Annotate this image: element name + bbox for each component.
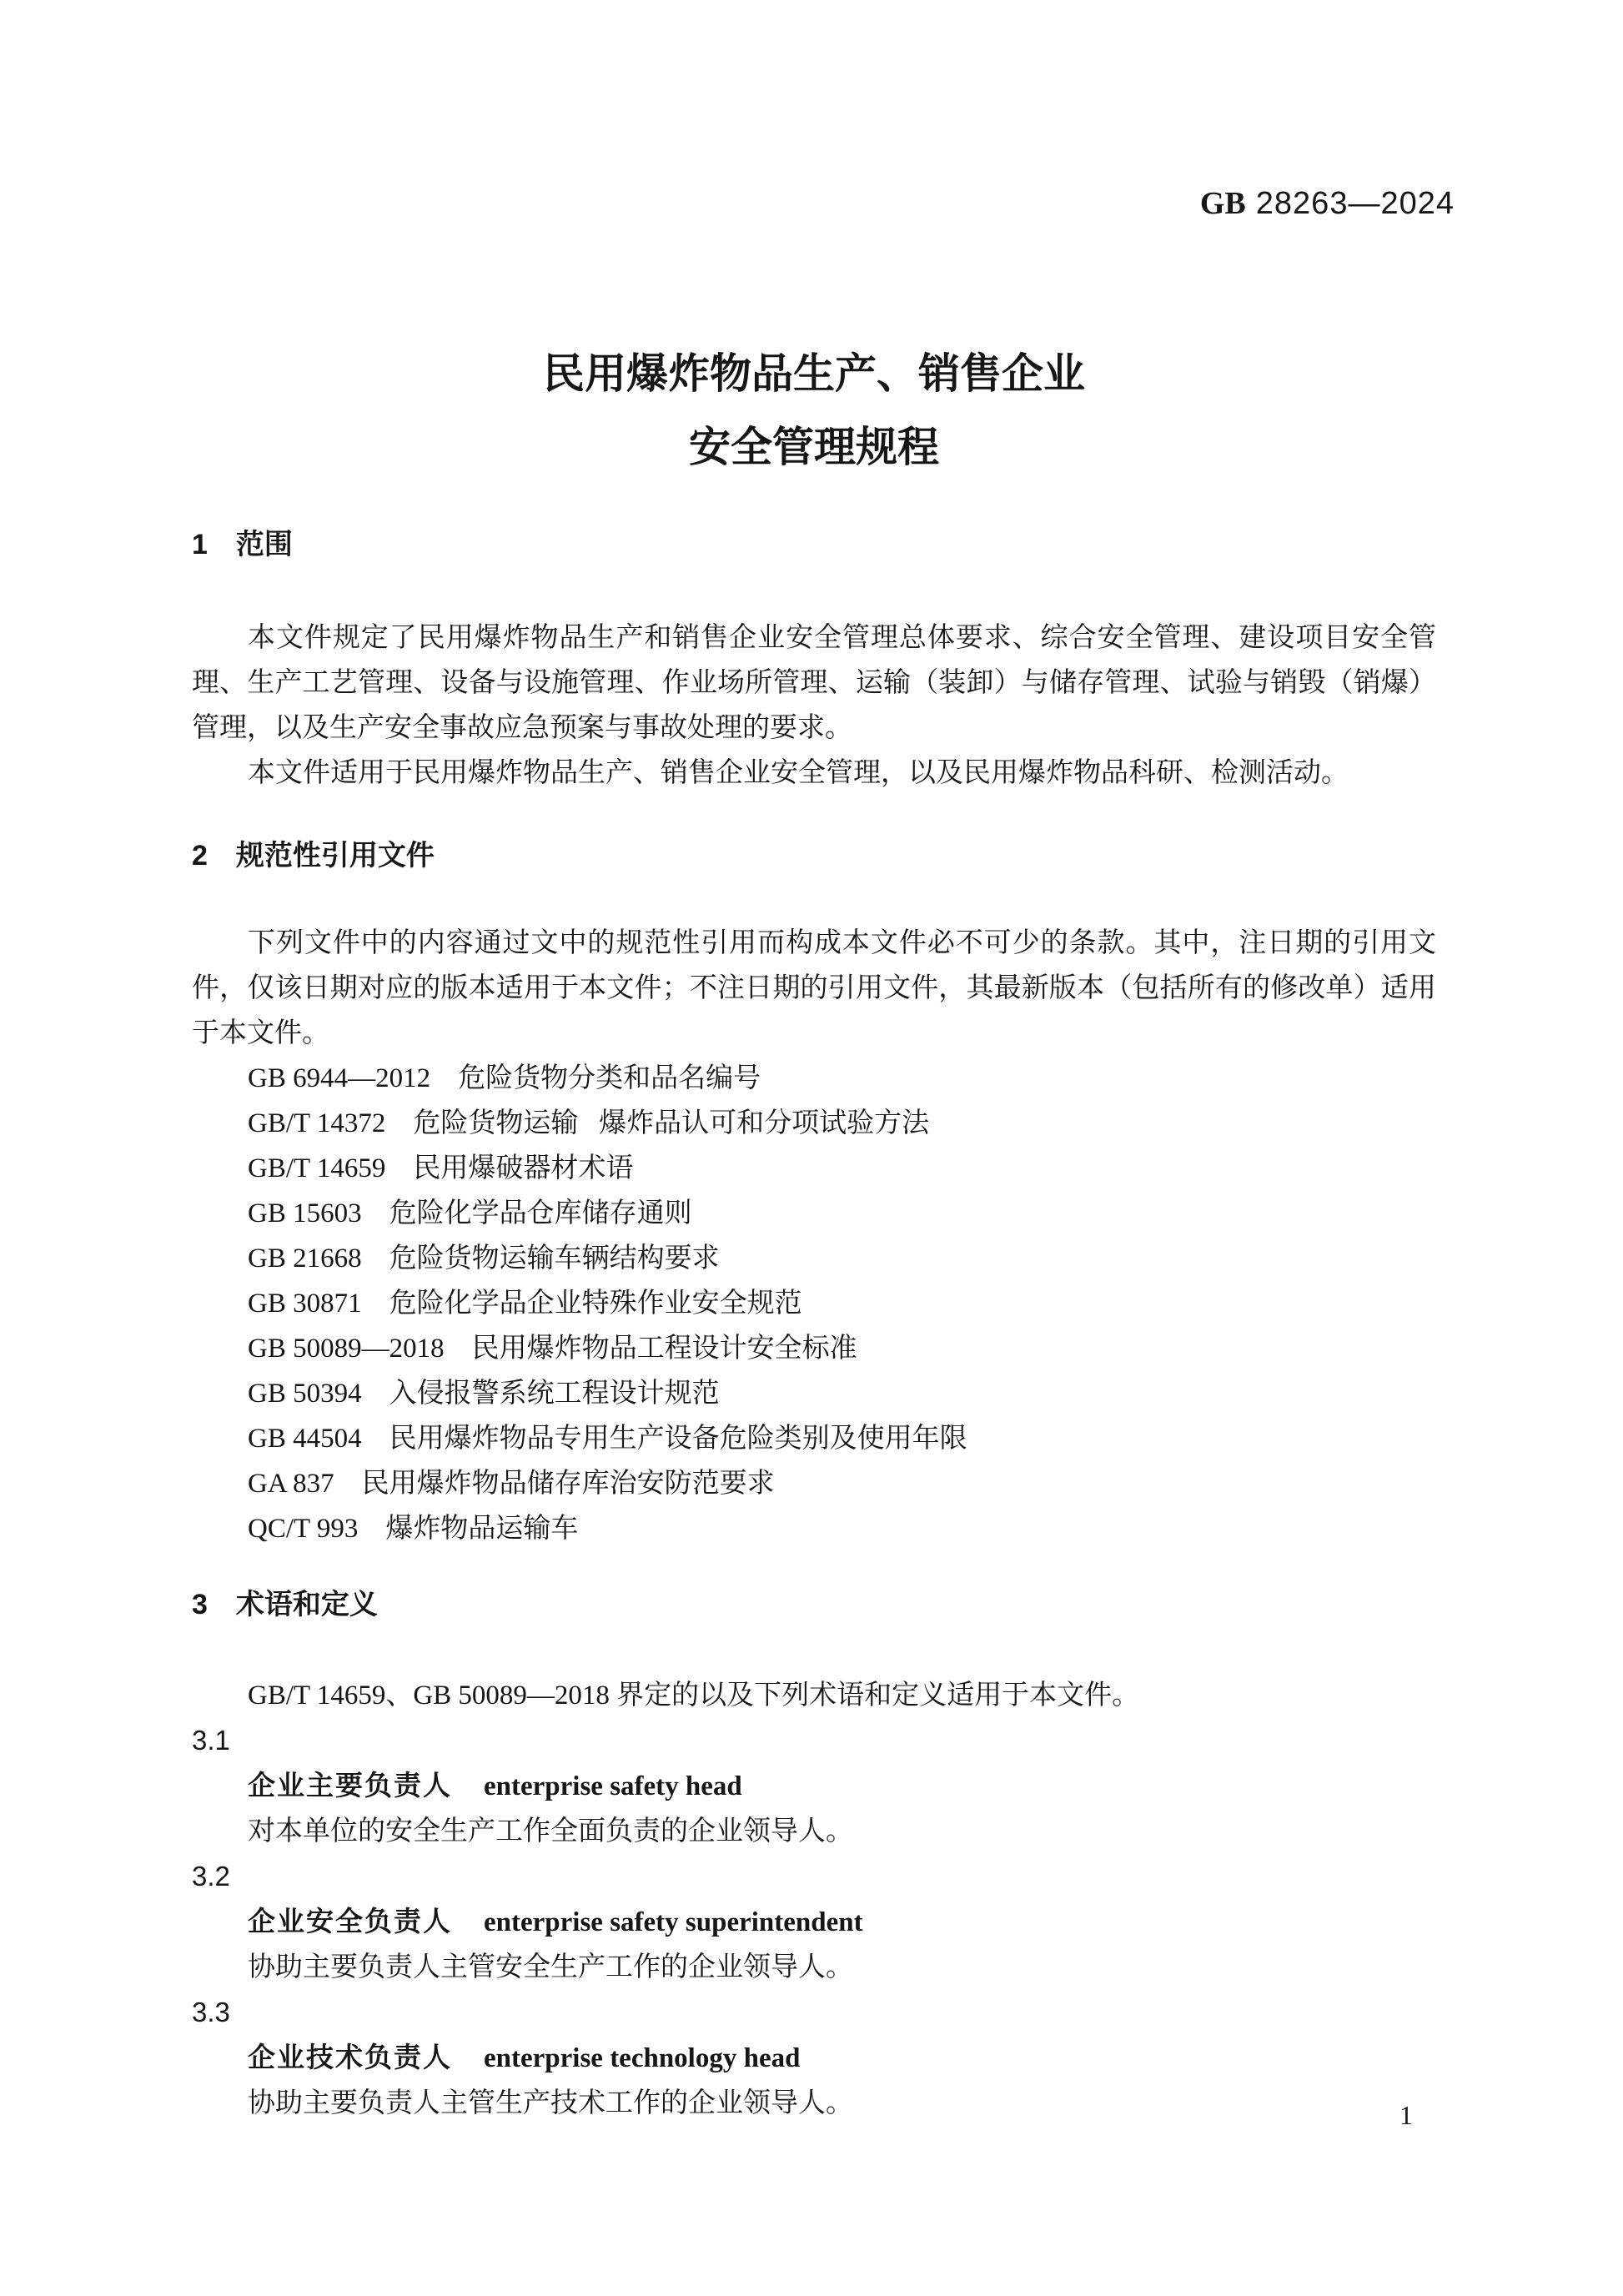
scope-paragraph-2: 本文件适用于民用爆炸物品生产、销售企业安全管理，以及民用爆炸物品科研、检测活动。	[248, 758, 1349, 788]
reference-item	[192, 1506, 1436, 1551]
section-3-number: 3	[192, 1589, 208, 1620]
section-3-title: 术语和定义	[235, 1589, 378, 1620]
reference-code: GB 15603	[248, 1198, 362, 1228]
section-3-heading	[192, 1582, 378, 1627]
reference-title: 民用爆炸物品储存库治安防范要求	[361, 1469, 775, 1499]
section-2-body	[192, 921, 1436, 1551]
reference-title: 危险化学品企业特殊作业安全规范	[389, 1289, 802, 1319]
term-name-zh: 企业主要负责人	[248, 1770, 452, 1801]
term-name-en: enterprise safety superintendent	[484, 1907, 863, 1937]
reference-item	[192, 1146, 1436, 1191]
term-definition: 协助主要负责人主管安全生产工作的企业领导人。	[248, 1952, 853, 1982]
terms-intro-paragraph: GB/T 14659、GB 50089—2018 界定的以及下列术语和定义适用于本文件。	[248, 1681, 1140, 1711]
reference-code: GB 30871	[248, 1289, 362, 1319]
page-number: 1	[1399, 2100, 1413, 2130]
section-1-body	[192, 615, 1436, 796]
term-name-zh: 企业安全负责人	[248, 1906, 452, 1937]
section-1-heading	[192, 522, 293, 567]
scope-paragraph-1: 本文件规定了民用爆炸物品生产和销售企业安全管理总体要求、综合安全管理、建设项目安全管理、生产工艺管理、设备与设施管理、作业场所管理、运输（装卸）与储存管理、试验与销毁（销爆）管理，以及生产安全事故应急预案与事故处理的要求。	[192, 623, 1436, 743]
reference-code: GB 50394	[248, 1379, 362, 1409]
reference-item	[192, 1191, 1436, 1236]
reference-item	[192, 1236, 1436, 1281]
reference-code: QC/T 993	[248, 1514, 359, 1544]
reference-item	[192, 1101, 1436, 1146]
section-3-body	[192, 1673, 1436, 2126]
reference-title: 危险化学品仓库储存通则	[389, 1198, 692, 1228]
term-definition: 对本单位的安全生产工作全面负责的企业领导人。	[248, 1816, 853, 1846]
reference-code: GB/T 14372	[248, 1108, 386, 1138]
reference-code: GB/T 14659	[248, 1153, 386, 1183]
document-title-line-2: 安全管理规程	[689, 424, 939, 470]
reference-item	[192, 1281, 1436, 1326]
reference-title: 危险货物运输车辆结构要求	[389, 1243, 720, 1274]
reference-list	[192, 1056, 1436, 1551]
section-1-number: 1	[192, 529, 208, 560]
reference-title: 民用爆炸物品工程设计安全标准	[471, 1334, 857, 1364]
reference-code: GB 44504	[248, 1424, 362, 1454]
term-name-zh: 企业技术负责人	[248, 2042, 452, 2072]
reference-title: 危险货物分类和品名编号	[458, 1063, 761, 1093]
standard-code-number: 28263—2024	[1255, 186, 1455, 221]
reference-title: 危险货物运输 爆炸品认可和分项试验方法	[413, 1108, 930, 1138]
term-name-en: enterprise safety head	[484, 1771, 742, 1801]
term-number: 3.1	[192, 1725, 230, 1756]
reference-item	[192, 1056, 1436, 1101]
standard-code-prefix: GB	[1199, 186, 1246, 221]
reference-code: GB 50089—2018	[248, 1334, 445, 1364]
term-number: 3.3	[192, 1997, 230, 2027]
section-2-title: 规范性引用文件	[235, 840, 435, 872]
normative-references-paragraph: 下列文件中的内容通过文中的规范性引用而构成本文件必不可少的条款。其中，注日期的引用文件，仅该日期对应的版本适用于本文件；不注日期的引用文件，其最新版本（包括所有的修改单）适用于本文件。	[192, 928, 1436, 1048]
reference-title: 民用爆破器材术语	[413, 1153, 634, 1183]
reference-item	[192, 1416, 1436, 1461]
reference-title: 民用爆炸物品专用生产设备危险类别及使用年限	[389, 1424, 967, 1454]
reference-code: GB 6944—2012	[248, 1063, 431, 1093]
term-name	[192, 1899, 1436, 1945]
reference-item	[192, 1461, 1436, 1506]
standard-code	[1200, 187, 1455, 220]
document-title	[192, 337, 1436, 484]
reference-code: GA 837	[248, 1469, 334, 1499]
section-2-heading	[192, 833, 435, 878]
reference-title: 入侵报警系统工程设计规范	[389, 1379, 720, 1409]
term-name	[192, 1763, 1436, 1809]
section-1-title: 范围	[235, 529, 293, 560]
term-name-en: enterprise technology head	[484, 2043, 801, 2073]
reference-title: 爆炸物品运输车	[385, 1514, 579, 1544]
reference-code: GB 21668	[248, 1243, 362, 1274]
section-2-number: 2	[192, 840, 208, 872]
term-name	[192, 2035, 1436, 2081]
term-number: 3.2	[192, 1861, 230, 1892]
term-definition: 协助主要负责人主管生产技术工作的企业领导人。	[248, 2088, 853, 2118]
reference-item	[192, 1371, 1436, 1416]
document-title-line-1: 民用爆炸物品生产、销售企业	[543, 350, 1085, 397]
reference-item	[192, 1326, 1436, 1371]
